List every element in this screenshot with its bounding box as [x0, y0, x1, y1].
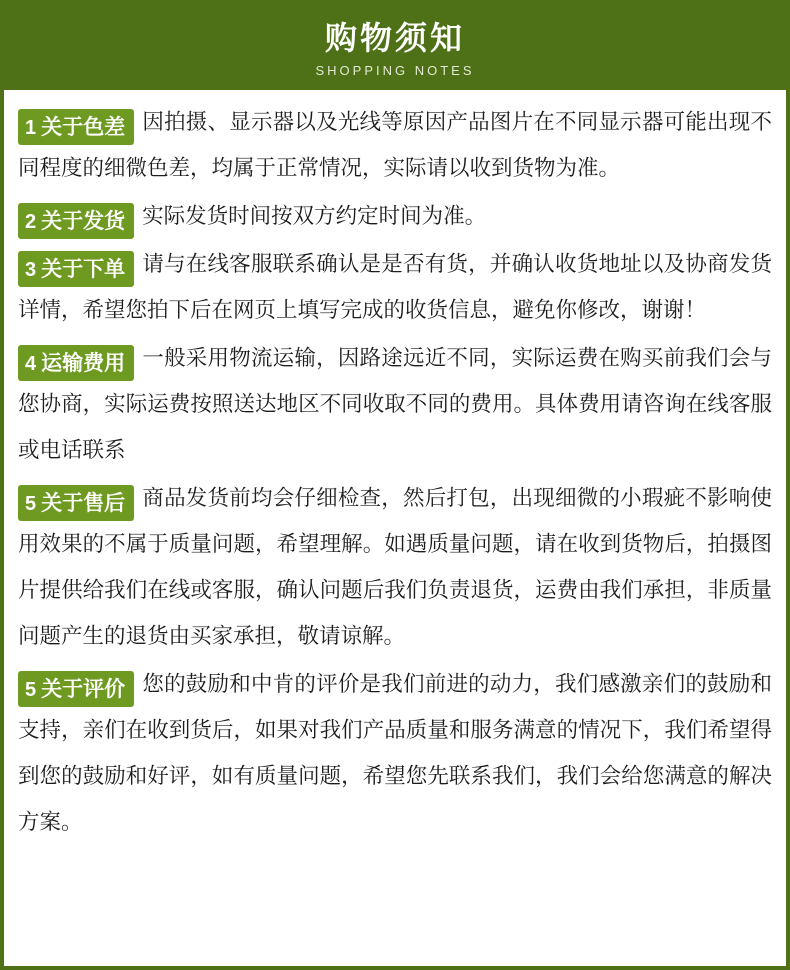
note-tag-label: 关于发货 [41, 209, 126, 233]
note-number: 2 [25, 211, 37, 233]
note-item [18, 100, 772, 192]
note-tag-label: 关于色差 [41, 115, 126, 139]
note-item [18, 662, 772, 846]
page-title: 购物须知 [324, 19, 465, 58]
note-number: 1 [25, 117, 37, 139]
note-tag-label: 关于评价 [41, 677, 126, 701]
note-item [18, 242, 772, 334]
note-tag-label: 运输费用 [41, 351, 126, 375]
note-number: 3 [25, 259, 37, 281]
note-tag [18, 485, 134, 521]
note-text: 您的鼓励和中肯的评价是我们前进的动力，我们感激亲们的鼓励和支持，亲们在收到货后，如果对我们产品质量和服务满意的情况下，我们希望得到您的鼓励和好评，如有质量问题，希望您先联系我们，我们会给您满意的解决方案。 [18, 672, 772, 835]
note-text: 请与在线客服联系确认是是否有货，并确认收货地址以及协商发货详情，希望您拍下后在网页上填写完成的收货信息，避免你修改，谢谢！ [18, 252, 772, 323]
page-subtitle: SHOPPING NOTES [315, 62, 475, 78]
note-text: 实际发货时间按双方约定时间为准。 [142, 204, 487, 229]
note-number: 5 [25, 679, 37, 701]
note-number: 5 [25, 493, 37, 515]
note-tag [18, 671, 134, 707]
note-tag-label: 关于下单 [41, 257, 126, 281]
note-tag [18, 251, 134, 287]
note-tag [18, 203, 134, 239]
note-text: 一般采用物流运输，因路途远近不同，实际运费在购买前我们会与您协商，实际运费按照送达地区不同收取不同的费用。具体费用请咨询在线客服或电话联系 [18, 346, 772, 463]
note-tag-label: 关于售后 [41, 491, 126, 515]
notes-list [4, 90, 786, 846]
note-item [18, 336, 772, 474]
note-text: 因拍摄、显示器以及光线等原因产品图片在不同显示器可能出现不同程度的细微色差，均属于正常情况，实际请以收到货物为准。 [18, 110, 772, 181]
note-tag [18, 109, 134, 145]
note-number: 4 [25, 353, 37, 375]
page-header [4, 4, 786, 90]
note-item [18, 476, 772, 660]
note-item [18, 194, 772, 240]
note-text: 商品发货前均会仔细检查，然后打包，出现细微的小瑕疵不影响使用效果的不属于质量问题，希望理解。如遇质量问题，请在收到货物后，拍摄图片提供给我们在线或客服，确认问题后我们负责退货，运费由我们承担，非质量问题产生的退货由买家承担，敬请谅解。 [18, 486, 772, 649]
note-tag [18, 345, 134, 381]
